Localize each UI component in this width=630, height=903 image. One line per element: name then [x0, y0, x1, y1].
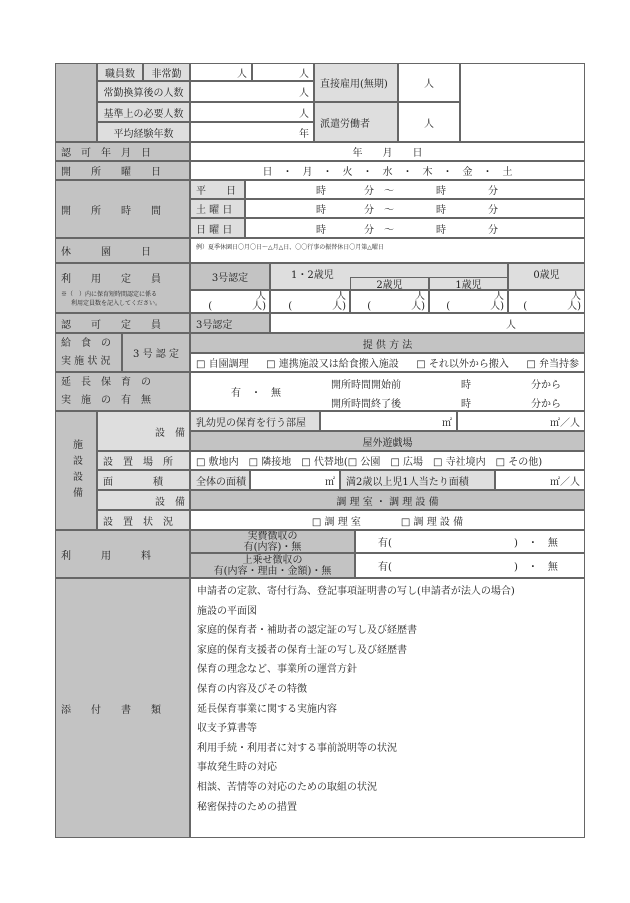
- from-text: 分から: [531, 380, 561, 391]
- age12-header: 1・2歳児: [270, 263, 508, 290]
- area-label: 面 積: [97, 470, 190, 490]
- minute-text: 分 ～: [364, 186, 394, 197]
- short-time-count: ( 人): [288, 300, 346, 312]
- part-time-field[interactable]: 人: [252, 63, 314, 81]
- unit: 人: [571, 290, 581, 302]
- meal-options: [190, 353, 585, 372]
- extra-fee-label: [190, 553, 355, 578]
- attachment-item: 延長保育事業に関する実施内容: [197, 703, 337, 715]
- from-text: 分から: [531, 399, 561, 410]
- attachment-item: 保育の理念など、事業所の運営方針: [197, 664, 357, 676]
- part-time-label: 非常勤: [143, 63, 190, 81]
- infant-room-per-child-field[interactable]: ㎡／人: [457, 411, 585, 431]
- unit: 人: [494, 290, 504, 302]
- total-area-label: 全体の面積: [190, 470, 250, 490]
- hour-text: 時: [436, 186, 446, 197]
- kitchen-equipment-label: 設 備: [97, 490, 190, 510]
- hour-text: 時: [436, 205, 446, 216]
- minute-text: 分 ～: [364, 224, 394, 236]
- status-label: 設 置 状 況: [97, 510, 190, 530]
- hour-text: 時: [436, 224, 446, 236]
- meal-method-header: 提 供 方 法: [190, 333, 585, 353]
- age1-header: 1歳児: [429, 277, 508, 290]
- minute-text: 分: [488, 224, 498, 236]
- location-label: 設 置 場 所: [97, 451, 190, 470]
- short-time-count: ( 人): [208, 300, 266, 312]
- dispatch-label: 派遣労働者: [314, 102, 398, 142]
- unit: 人: [415, 290, 425, 302]
- yes-text: 有(: [378, 538, 392, 549]
- approval-date-label: 認 可 年 月 日: [55, 142, 190, 161]
- capacity-label: [55, 263, 190, 313]
- capacity-note: 利用定員数を記入してください。: [71, 299, 162, 307]
- facility-label: [55, 411, 97, 530]
- extended-label-line: 実 施 の 有 無: [61, 394, 151, 406]
- actual-cost-line: 有(内容)・無: [243, 541, 302, 553]
- weekday-hours-field[interactable]: [245, 180, 585, 199]
- staff-count-label: 職員数: [97, 63, 143, 81]
- extra-fee-line: 有(内容・理由・金額)・無: [213, 565, 332, 577]
- attachment-item: 利用手続・利用者に対する事前説明等の状況: [197, 742, 397, 754]
- required-field[interactable]: 人: [190, 102, 314, 122]
- outdoor-play-header: 屋外遊戯場: [190, 431, 585, 451]
- age2-capacity-field[interactable]: [350, 290, 429, 313]
- fte-field[interactable]: 人: [190, 81, 314, 102]
- fte-label: 常勤換算後の人数: [97, 81, 190, 102]
- minute-text: 分: [488, 186, 498, 197]
- direct-label: 直接雇用(無期): [314, 63, 398, 102]
- age12-capacity-field[interactable]: [270, 290, 350, 313]
- actual-cost-field[interactable]: [355, 530, 585, 553]
- yes-no-choice[interactable]: 有 ・ 無: [231, 388, 281, 399]
- no-text: ) ・ 無: [514, 538, 558, 549]
- dispatch-field[interactable]: 人: [398, 102, 460, 142]
- hour-text: 時: [461, 399, 471, 410]
- actual-cost-label: [190, 530, 355, 553]
- attachment-item: 秘密保持のための措置: [197, 801, 297, 813]
- attachment-item: 事故発生時の対応: [197, 762, 277, 774]
- attachment-item: 家庭的保育支援者の保育士証の写し及び経歴書: [197, 644, 407, 656]
- hour-text: 時: [316, 205, 326, 216]
- facility-label-text: 施設設備: [70, 438, 82, 503]
- closed-days-label: 休 園 日: [55, 238, 190, 263]
- approved-cert3-label: 3号認定: [190, 313, 270, 333]
- attachment-item: 申請者の定款、寄付行為、登記事項証明書の写し(申請者が法人の場合): [197, 586, 515, 597]
- attachment-item: 収支予算書等: [197, 723, 257, 735]
- infant-room-area-field[interactable]: ㎡: [320, 411, 457, 431]
- extra-fee-line: 上乗せ徴収の: [242, 554, 303, 566]
- blank-cell: [460, 63, 585, 142]
- approved-capacity-field[interactable]: 人: [270, 313, 585, 333]
- minute-text: 分 ～: [364, 205, 394, 216]
- checkbox-partner-facility[interactable]: □ 連携施設又は給食搬入施設: [266, 359, 399, 370]
- meals-label-line: 実 施 状 況: [61, 355, 111, 367]
- no-text: ) ・ 無: [514, 562, 558, 573]
- checkbox-own-kitchen[interactable]: □ 自園調理: [196, 359, 249, 370]
- per-child-area-label: 満2歳以上児1人当たり面積: [340, 470, 495, 490]
- unit: 人: [256, 290, 266, 302]
- checkbox-bento[interactable]: □ 弁当持参: [526, 359, 579, 370]
- short-time-count: ( 人): [446, 300, 504, 312]
- attachments-label: 添 付 書 類: [55, 578, 190, 838]
- sunday-label: 日 曜 日: [190, 218, 245, 238]
- sunday-hours-field[interactable]: [245, 218, 585, 238]
- attachment-item: 相談、苦情等の対応のための取組の状況: [197, 781, 377, 793]
- kitchen-header: 調 理 室 ・ 調 理 設 備: [190, 490, 585, 510]
- unit: 人: [336, 290, 346, 302]
- extra-fee-field[interactable]: [355, 553, 585, 578]
- closed-example: 例）夏季休園日〇月〇日～△月△日、〇〇行事の振替休日〇月第△曜日: [196, 244, 384, 251]
- approval-date-field[interactable]: 年 月 日: [190, 142, 585, 161]
- hour-text: 時: [316, 186, 326, 197]
- meals-label-line: 給 食 の: [61, 337, 111, 349]
- attachment-item: 家庭的保育者・補助者の認定証の写し及び経歴書: [197, 625, 417, 637]
- saturday-hours-field[interactable]: [245, 199, 585, 218]
- attachments-list: [190, 578, 585, 838]
- kitchen-status-options[interactable]: □ 調 理 室 □ 調 理 設 備: [190, 510, 585, 530]
- checkbox-other-delivery[interactable]: □ それ以外から搬入: [416, 359, 509, 370]
- hour-text: 時: [461, 380, 471, 391]
- yes-text: 有(: [378, 562, 392, 573]
- extended-care-field[interactable]: [190, 372, 585, 411]
- avg-exp-field[interactable]: 年: [190, 122, 314, 142]
- before-open-label: 開所時間開始前: [331, 380, 401, 391]
- weekday-label: 平 日: [190, 180, 245, 199]
- required-label: 基準上の必要人数: [97, 102, 190, 122]
- avg-exp-label: 平均経験年数: [97, 122, 190, 142]
- direct-field[interactable]: 人: [398, 63, 460, 102]
- infant-room-label: 乳幼児の保育を行う部屋: [190, 411, 320, 431]
- actual-cost-line: 実費徴収の: [247, 530, 298, 542]
- meals-label: [55, 333, 122, 372]
- approved-capacity-label: 認 可 定 員: [55, 313, 190, 333]
- extended-care-label: [55, 372, 190, 411]
- open-hours-label: 開 所 時 間: [55, 180, 190, 238]
- age0-capacity-field[interactable]: [508, 290, 585, 313]
- capacity-note: ※（ ）内に保育短時間認定に係る: [61, 290, 158, 298]
- cert3-capacity-field[interactable]: [190, 290, 270, 313]
- open-days-field[interactable]: 日 ・ 月 ・ 火 ・ 水 ・ 木 ・ 金 ・ 土: [190, 161, 585, 180]
- hour-text: 時: [316, 224, 326, 236]
- attachment-item: 保育の内容及びその特徴: [197, 683, 307, 695]
- minute-text: 分: [488, 205, 498, 216]
- meals-cert3-label: 3 号 認 定: [122, 333, 190, 372]
- after-close-label: 開所時間終了後: [331, 399, 401, 410]
- saturday-label: 土 曜 日: [190, 199, 245, 218]
- cert3-header: 3号認定: [190, 263, 270, 290]
- short-time-count: ( 人): [523, 300, 581, 312]
- per-child-area-field[interactable]: ㎡／人: [495, 470, 585, 490]
- age0-header: 0歳児: [508, 263, 585, 290]
- staff-count-field[interactable]: 人: [190, 63, 252, 81]
- staff-blank-label: [55, 63, 97, 142]
- closed-days-field[interactable]: [190, 238, 585, 263]
- short-time-count: ( 人): [367, 300, 425, 312]
- fees-label: 利 用 料: [55, 530, 190, 578]
- age2-header: 2歳児: [350, 277, 429, 290]
- capacity-title: 利 用 定 員: [61, 273, 161, 285]
- equipment-label: 設 備: [97, 411, 190, 451]
- location-options[interactable]: □ 敷地内 □ 隣接地 □ 代替地(□ 公園 □ 広場 □ 寺社境内 □ その他): [190, 451, 585, 470]
- total-area-field[interactable]: ㎡: [250, 470, 340, 490]
- age1-capacity-field[interactable]: [429, 290, 508, 313]
- attachment-item: 施設の平面図: [197, 605, 257, 617]
- open-days-label: 開 所 曜 日: [55, 161, 190, 180]
- extended-label-line: 延 長 保 育 の: [61, 376, 151, 388]
